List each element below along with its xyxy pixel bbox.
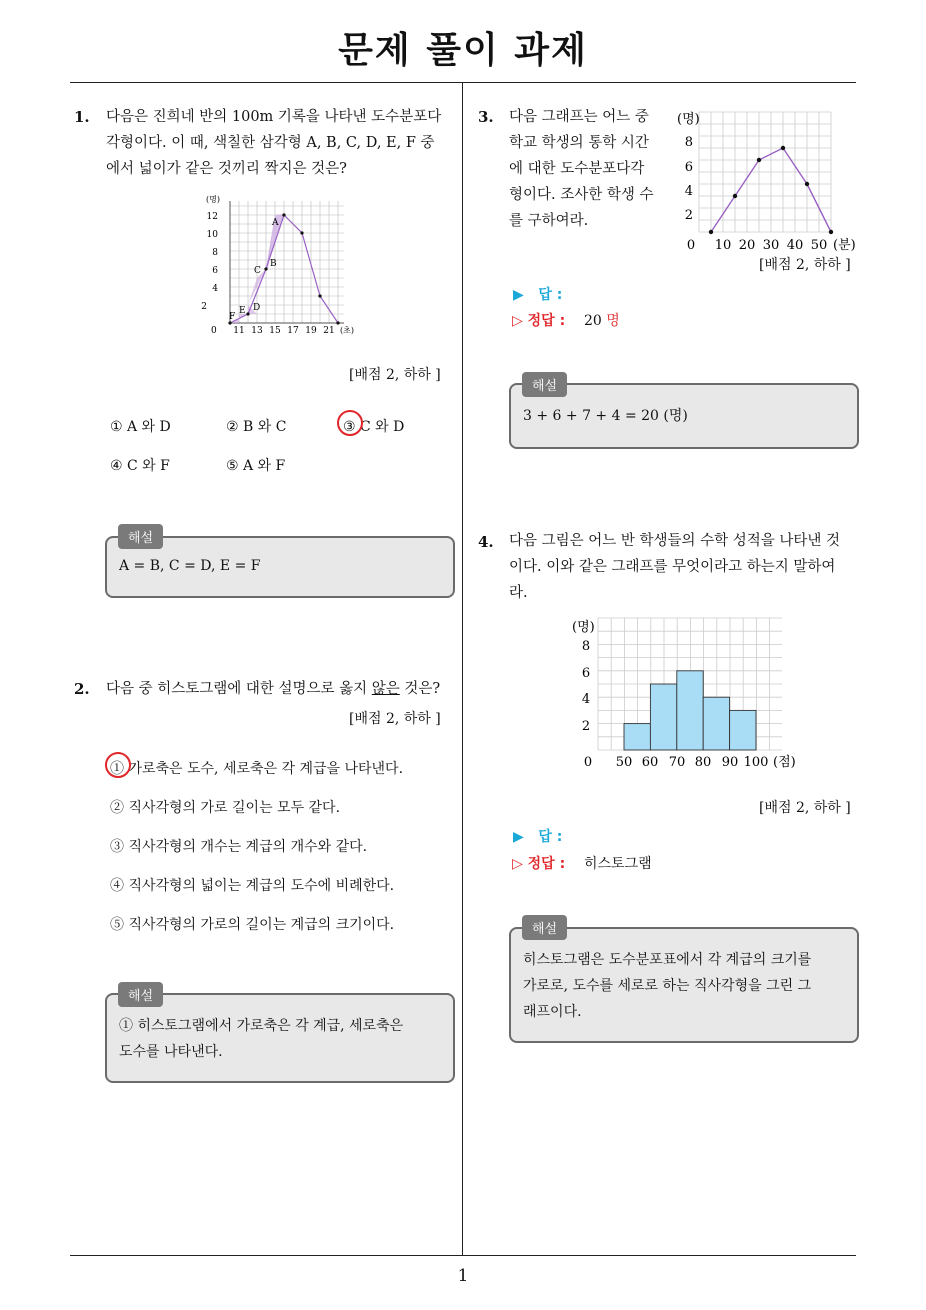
y-tick-label: 6 [581,666,591,681]
correct-answer-label [512,310,565,330]
page-number: 1 [457,1266,469,1286]
histogram-bar [677,671,703,750]
question-3-line: 학교 학생의 통학 시간 [509,135,649,151]
data-point [336,321,339,324]
explanation-text [119,1013,403,1065]
question-1-choice-2[interactable]: ② B 와 C [226,419,287,435]
outline-arrow-icon: ▷ [512,313,523,329]
correct-answer-value [584,310,620,330]
question-4-explanation-box [509,927,859,1043]
data-point [300,231,303,234]
x-tick-label: 15 [269,326,281,336]
bottom-rule [70,1255,856,1256]
question-1-line: 각형이다. 이 때, 색칠한 삼각형 A, B, C, D, E, F 중 [106,135,435,151]
y-tick-label: 4 [684,184,693,199]
question-4-score: [배점 2, 하하 ] [759,800,851,816]
y-unit-label: (명) [206,195,220,204]
question-2-choice-2[interactable]: ② 직사각형의 가로 길이는 모두 같다. [110,800,341,816]
explanation-text: 3 + 6 + 7 + 4 = 20 (명) [523,408,688,424]
x-tick-label: 20 [738,238,756,253]
explanation-line: 히스토그램은 도수분포표에서 각 계급의 크기를 [523,952,812,968]
play-arrow-icon: ▶ [513,287,524,303]
data-point [733,194,737,198]
data-point [781,146,785,150]
top-rule [70,82,856,83]
question-1-line: 에서 넓이가 같은 것끼리 짝지은 것은? [106,161,347,177]
data-point [709,230,713,234]
question-3-frequency-polygon [676,108,860,256]
origin-label: 0 [211,326,217,336]
x-tick-label: 40 [786,238,804,253]
question-4-number: 4. [478,533,494,551]
x-tick-label: 100 [743,755,769,770]
explanation-text: A = B, C = D, E = F [119,558,261,574]
question-1-choice-4[interactable]: ④ C 와 F [110,458,170,474]
x-tick-label: 11 [233,326,245,336]
explanation-line: 래프이다. [523,1004,582,1020]
y-tick-label: 6 [212,266,218,276]
explanation-tag: 해설 [118,524,163,549]
correct-value: 20 [584,313,602,329]
question-1-frequency-polygon [196,192,366,342]
correct-label-text: 정답 : [527,313,566,329]
y-tick-label: 2 [201,302,207,312]
question-1-score: [배점 2, 하하 ] [349,367,441,383]
x-tick-label: 13 [251,326,263,336]
y-tick-label: 4 [581,692,591,707]
question-4-line: 이다. 이와 같은 그래프를 무엇이라고 하는지 말하여 [509,559,836,575]
y-tick-label: 2 [684,208,693,223]
y-tick-label: 12 [206,212,218,222]
data-point [805,182,809,186]
question-2-text [106,676,440,702]
triangle-label-d: D [253,303,261,313]
question-1-text [106,104,441,182]
x-unit-label: (점) [773,755,796,770]
y-tick-label: 8 [212,248,218,258]
x-tick-label: 70 [668,755,686,770]
histogram-bar [730,710,756,750]
origin-label: 0 [686,238,696,253]
correct-answer-label [512,853,565,873]
correct-label-text: 정답 : [527,856,566,872]
data-point [829,230,833,234]
page-title: 문제 풀이 과제 [338,30,588,71]
explanation-line: 가로로, 도수를 세로로 하는 직사각형을 그린 그 [523,978,812,994]
question-2-choice-1[interactable]: ① 가로축은 도수, 세로축은 각 계급을 나타낸다. [110,761,404,777]
histogram-bar [650,684,676,750]
question-1-choice-3[interactable]: ③ C 와 D [343,419,405,435]
triangle-label-c: C [254,266,261,276]
column-divider [462,82,463,1255]
x-unit-label: (분) [833,238,856,253]
y-unit-label: (명) [572,620,595,635]
question-3-line: 에 대한 도수분포다각 [509,161,645,177]
x-tick-label: 17 [287,326,299,336]
question-1-line: 다음은 진희네 반의 100m 기록을 나타낸 도수분포다 [106,109,442,125]
y-tick-label: 2 [581,719,591,734]
histogram-bar [624,724,650,750]
explanation-line: ① 히스토그램에서 가로축은 각 계급, 세로축은 [119,1018,404,1034]
explanation-tag: 해설 [522,915,567,940]
x-tick-label: 50 [810,238,828,253]
explanation-tag: 해설 [522,372,567,397]
answer-mark-circle [105,752,131,778]
answer-label [513,826,562,846]
outline-arrow-icon: ▷ [512,856,523,872]
data-point [282,213,285,216]
answer-label-text: 답 : [538,287,563,303]
question-1-number: 1. [74,108,90,126]
question-3-line: 를 구하여라. [509,213,589,229]
play-arrow-icon: ▶ [513,829,524,845]
question-4-histogram [566,614,802,776]
question-2-choice-3[interactable]: ③ 직사각형의 개수는 계급의 개수와 같다. [110,839,368,855]
answer-mark-circle [337,410,363,436]
x-tick-label: 10 [714,238,732,253]
x-tick-label: 80 [694,755,712,770]
question-2-number: 2. [74,680,90,698]
explanation-tag: 해설 [118,982,163,1007]
triangle-label-e: E [239,306,246,316]
question-4-line: 라. [509,585,528,601]
question-3-number: 3. [478,108,494,126]
correct-answer-value: 히스토그램 [584,856,652,872]
triangle-label-b: B [270,259,277,269]
question-3-score: [배점 2, 하하 ] [759,257,851,273]
x-tick-label: 30 [762,238,780,253]
data-point [318,294,321,297]
data-point [246,312,249,315]
histogram-bar [703,697,729,750]
question-1-choice-5[interactable]: ⑤ A 와 F [226,458,286,474]
question-1-choice-1[interactable]: ① A 와 D [110,419,171,435]
question-2-choice-4[interactable]: ④ 직사각형의 넓이는 계급의 도수에 비례한다. [110,878,395,894]
y-unit-label: (명) [677,112,700,127]
x-tick-label: 60 [641,755,659,770]
data-point [264,267,267,270]
question-3-line: 다음 그래프는 어느 중 [509,109,649,125]
answer-label [513,284,562,304]
question-2-score: [배점 2, 하하 ] [349,711,441,727]
y-tick-label: 8 [581,639,591,654]
question-2-text-before: 다음 중 히스토그램에 대한 설명으로 옳지 [106,681,372,697]
question-3-line: 형이다. 조사한 학생 수 [509,187,654,203]
data-point [757,158,761,162]
question-2-text-after: 것은? [399,681,441,697]
triangle-label-a: A [272,218,279,228]
origin-label: 0 [583,755,593,770]
explanation-line: 도수를 나타낸다. [119,1044,223,1060]
question-3-text [509,104,654,234]
answer-label-text: 답 : [538,829,563,845]
x-tick-label: 90 [721,755,739,770]
x-tick-label: 50 [615,755,633,770]
y-tick-label: 8 [684,135,693,150]
x-unit-label: (초) [340,326,354,335]
x-tick-label: 19 [305,326,317,336]
question-4-line: 다음 그림은 어느 반 학생들의 수학 성적을 나타낸 것 [509,533,841,549]
x-tick-label: 21 [323,326,335,336]
y-tick-label: 10 [206,230,218,240]
y-tick-label: 4 [212,284,218,294]
question-4-text [509,528,840,606]
triangle-label-f: F [229,312,236,322]
y-tick-label: 6 [684,160,693,175]
correct-unit: 명 [606,313,620,329]
explanation-text [523,947,811,1025]
question-2-text-underline: 않은 [371,681,400,697]
question-2-choice-5[interactable]: ⑤ 직사각형의 가로의 길이는 계급의 크기이다. [110,917,395,933]
